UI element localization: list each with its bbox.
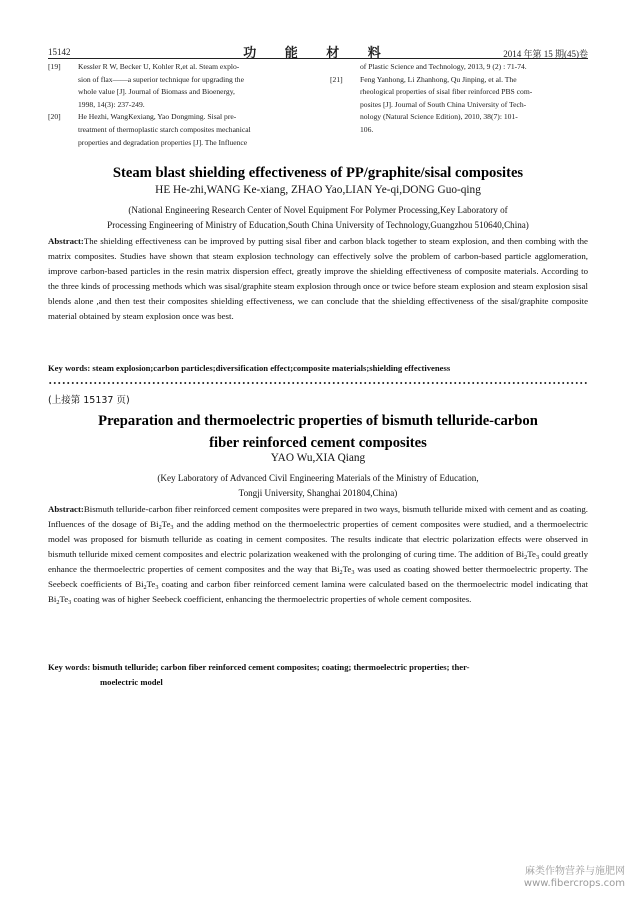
formula-element: Te <box>161 519 171 529</box>
formula-bi2te3 <box>48 594 71 604</box>
formula-subscript: 2 <box>143 584 147 591</box>
abstract-text: The shielding effectiveness can be improved by putting sisal fiber and carbon black together to steam explosion, and then combing with the matrix composites. Studies have shown that steam explosion technology can effectively solve the problem of carbon-based particle agglomeration, improve carbon-based particles in the resin matrix dispersion effect, greatly improve the shielding effectiveness of composite materials. According to the three kinds of processing methods which was sisal/graphite steam explosion through once or twice before steam explosion and steam explosion sisal blends alone ,and then test their composites shielding effectiveness, we can conclude that the shielding effectiveness of the sisal/graphite composite material obtained by steam explosion once was best. <box>48 236 588 321</box>
watermark-line: 麻类作物营养与施肥网 <box>525 866 625 877</box>
formula-subscript: 3 <box>535 554 540 561</box>
article1-abstract <box>48 234 588 324</box>
formula-element: Bi <box>135 579 144 589</box>
keywords-label: Key words: <box>48 363 91 373</box>
formula-subscript: 3 <box>351 569 355 576</box>
keywords-text: moelectric model <box>100 677 163 687</box>
affiliation-line: (Key Laboratory of Advanced Civil Engineering Materials of the Ministry of Education, <box>157 473 479 483</box>
reference-line: He Hezhi, WangKexiang, Yao Dongming. Sisal pre- <box>78 112 237 122</box>
article1-title: Steam blast shielding effectiveness of PP/graphite/sisal composites <box>112 165 524 181</box>
title-line: Preparation and thermoelectric properties of bismuth telluride-carbon <box>98 413 538 429</box>
formula-bi2te3 <box>516 549 539 559</box>
article2-affiliation <box>48 471 588 501</box>
keywords-text: steam explosion;carbon particles;diversification effect;composite materials;shielding effectiveness <box>92 363 451 373</box>
article2-abstract <box>48 502 588 607</box>
keywords-text: bismuth telluride; carbon fiber reinforced cement composites; coating; thermoelectric properties; ther- <box>92 662 470 672</box>
formula-subscript: 2 <box>158 524 162 531</box>
formula-element: Te <box>342 564 352 574</box>
references-left-column <box>48 61 310 149</box>
dotted-separator <box>48 381 588 388</box>
formula-bi2te3 <box>135 579 158 589</box>
reference-line: 1998, 14(3): 237-249. <box>78 99 145 109</box>
reference-line: of Plastic Science and Technology, 2013, 9 (2) : 71-74. <box>360 62 527 71</box>
formula-subscript: 2 <box>339 569 343 576</box>
formula-subscript: 3 <box>155 584 159 591</box>
page-number: 15142 <box>48 47 71 57</box>
reference-line: properties and degradation properties [J]. The Influence <box>78 137 248 147</box>
reference-line: sion of flax——a superior technique for upgrading the <box>78 74 244 84</box>
article2-title <box>40 410 596 454</box>
affiliation-line: Tongji University, Shanghai 201804,China) <box>238 488 398 498</box>
abstract-text: and the adding method on the thermoelectric properties of cement composites were studied, and a thermoelectric model was proposed for bismuth telluride as coating in cement composites. The results indicate that electric polarization effects were observed in bismuth telluride mixed cement composites and electric polarization weakened with the prolonging of curing time. The addition of <box>48 519 588 559</box>
reference-entry <box>330 61 588 74</box>
page-header <box>48 42 588 61</box>
reference-line: Feng Yanhong, Li Zhanhong, Qu Jinping, et al. The <box>360 74 517 84</box>
reference-line: posites [J]. Journal of South China University of Tech- <box>360 99 527 109</box>
formula-element: Bi <box>331 564 340 574</box>
journal-title: 功 能 材 料 <box>243 46 393 61</box>
formula-element: Bi <box>515 549 525 559</box>
header-rule <box>48 58 588 59</box>
abstract-label: Abstract: <box>48 504 84 514</box>
abstract-text: coating and carbon fiber reinforced cement lamina were calculated based on the thermoelectric model indicating that <box>158 579 588 589</box>
formula-subscript: 2 <box>56 599 60 606</box>
abstract-text: coating was of higher Seebeck coefficient, enhancing the thermoelectric properties of whole cement composites. <box>71 594 472 604</box>
reference-number: [20] <box>48 112 61 122</box>
abstract-label: Abstract: <box>48 236 84 246</box>
formula-bi2te3 <box>331 564 354 574</box>
affiliation-line: Processing Engineering of Ministry of Education,South China University of Technology,Guangzhou 510640,China) <box>107 220 529 230</box>
article1-affiliation <box>48 203 588 233</box>
abstract-text: Bismuth telluride-carbon fiber reinforced cement composites were prepared in two ways, bismuth telluride mixed with cement and as coating. Influences of the dosage of <box>48 504 588 529</box>
reference-line: Kessler R W, Becker U, Kohler R,et al. Steam explo- <box>78 62 240 71</box>
article1-authors: HE He-zhi,WANG Ke-xiang, ZHAO Yao,LIAN Ye-qi,DONG Guo-qing <box>155 184 481 196</box>
abstract-text: was used as coating showed better thermoelectric property. The Seebeck coefficients of <box>48 564 588 589</box>
formula-element: Bi <box>150 519 159 529</box>
reference-line: treatment of thermoplastic starch composites mechanical <box>78 124 251 134</box>
reference-number: [21] <box>330 74 343 84</box>
article1-keywords <box>48 361 588 376</box>
article2-keywords <box>48 660 588 690</box>
keywords-label: Key words: <box>48 662 91 672</box>
reference-line: 106. <box>360 124 374 134</box>
reference-number: [19] <box>48 62 61 71</box>
formula-subscript: 2 <box>524 554 528 561</box>
affiliation-line: (National Engineering Research Center of Novel Equipment For Polymer Processing,Key Laboratory of <box>128 205 508 215</box>
article2-authors: YAO Wu,XIA Qiang <box>270 452 366 464</box>
references-right-column <box>330 61 588 137</box>
site-watermark <box>524 866 625 890</box>
continued-from-note: (上接第 15137 页) <box>48 395 130 406</box>
formula-subscript: 3 <box>170 524 174 531</box>
reference-line: whole value [J]. Journal of Biomass and Bioenergy, <box>78 87 235 97</box>
formula-element: Bi <box>48 594 57 604</box>
watermark-line: www.fibercrops.com <box>523 878 625 889</box>
formula-subscript: 3 <box>68 599 72 606</box>
formula-element: Te <box>146 579 156 589</box>
reference-entry <box>330 74 588 137</box>
formula-element: Te <box>59 594 69 604</box>
abstract-text: could greatly enhance the thermoelectric properties of cement composites and the way that <box>48 549 588 574</box>
formula-bi2te3 <box>150 519 173 529</box>
reference-line: nology (Natural Science Edition), 2010, 38(7): 101- <box>360 112 518 122</box>
formula-element: Te <box>527 549 536 559</box>
title-line: fiber reinforced cement composites <box>209 435 427 451</box>
reference-line: rheological properties of sisal fiber reinforced PBS com- <box>360 87 533 97</box>
issue-info: 2014 年第 15 期(45)卷 <box>503 49 588 59</box>
reference-entry <box>48 111 310 149</box>
reference-entry <box>48 61 310 111</box>
